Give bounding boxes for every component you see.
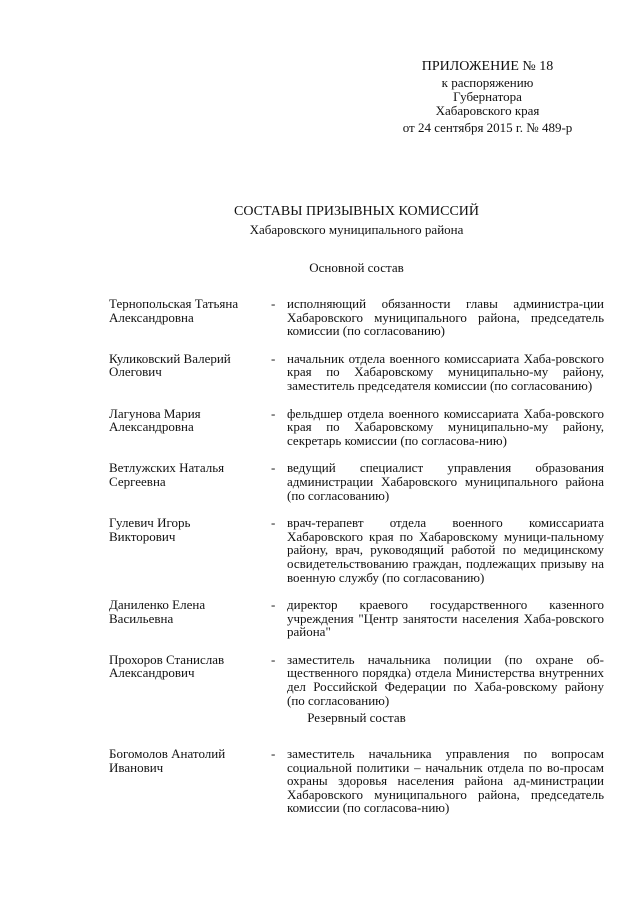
member-row [109,653,604,707]
member-name-line: Даниленко Елена [109,597,206,613]
member-row [109,747,604,815]
member-name-line: Прохоров Станислав [109,651,225,667]
member-name [109,598,271,639]
member-name-line: Богомолов Анатолий [109,746,226,761]
member-row [109,461,604,502]
member-name-line: Иванович [109,759,164,775]
member-row [109,297,604,338]
member-name-line: Тернопольская Татьяна [109,296,239,311]
member-role: исполняющий обязанности главы администра-ции Хабаровского муниципального района, председатель комиссии (по согласованию) [287,296,604,339]
member-name-line: Сергеевна [109,473,166,489]
member-name [109,747,271,815]
member-name [109,653,271,707]
member-name [109,297,271,338]
member-role: ведущий специалист управления образования администрации Хабаровского муниципального района (по согласованию) [287,460,604,503]
document-title: СОСТАВЫ ПРИЗЫВНЫХ КОМИССИЙ [233,204,480,219]
member-name-line: Александровна [109,419,194,435]
member-list-reserve [109,747,604,829]
appendix-line-2: Губернатора [453,89,522,104]
member-name-line: Куликовский Валерий [109,350,231,366]
document-subtitle: Хабаровского муниципального района [249,222,464,237]
appendix-line-3: Хабаровского края [435,103,540,118]
member-role: заместитель начальника полиции (по охране об-щественного порядка) отдела Министерства внутренних дел Российской Федерации по Хаба-ровскому району (по согласованию) [287,651,604,708]
member-name-line: Викторович [109,528,176,544]
member-dash: - [271,651,276,667]
member-list-main [109,297,604,721]
member-name-line: Александровна [109,309,194,325]
member-dash: - [271,515,276,531]
member-row [109,407,604,448]
member-name-line: Васильевна [109,610,174,626]
member-name [109,352,271,393]
member-dash: - [271,460,276,476]
member-row [109,598,604,639]
member-row [109,352,604,393]
member-name-line: Олегович [109,364,162,380]
member-role: начальник отдела военного комиссариата Хаба-ровского края по Хабаровскому муниципально-му району, заместитель председателя комиссии (по согласованию) [287,350,604,393]
member-role: врач-терапевт отдела военного комиссариата Хабаровского края по Хабаровскому муници-пальному району, врач, руководящий работой по медицинскому освидетельствованию граждан, подлежащих призыву на военную службу (по согласованию) [287,515,604,585]
member-dash: - [271,597,276,613]
appendix-title: ПРИЛОЖЕНИЕ № 18 [421,59,554,74]
member-name [109,461,271,502]
appendix-header [380,58,595,135]
member-dash: - [271,296,276,311]
section-title-main: Основной состав [309,260,404,275]
member-name-line: Лагунова Мария [109,405,201,421]
member-role: директор краевого государственного казенного учреждения "Центр занятости населения Хаба-ровского района" [287,597,604,640]
member-name [109,407,271,448]
appendix-line-1: к распоряжению [441,75,534,90]
member-row [109,516,604,584]
member-dash: - [271,746,276,761]
member-name-line: Александрович [109,665,195,681]
member-dash: - [271,405,276,421]
appendix-date: от 24 сентября 2015 г. № 489-р [402,120,573,135]
member-name [109,516,271,584]
section-title-reserve: Резервный состав [307,710,406,725]
member-role: заместитель начальника управления по вопросам социальной политики – начальник отдела по во-просам охраны здоровья населения района ад-министрации Хабаровского муниципального района, председатель комиссии (по согласова-нию) [287,746,604,816]
member-name-line: Ветлужских Наталья [109,460,225,476]
member-role: фельдшер отдела военного комиссариата Хаба-ровского края по Хабаровскому муниципально-му району, секретарь комиссии (по согласова-нию) [287,405,604,448]
member-dash: - [271,350,276,366]
member-name-line: Гулевич Игорь [109,515,191,531]
